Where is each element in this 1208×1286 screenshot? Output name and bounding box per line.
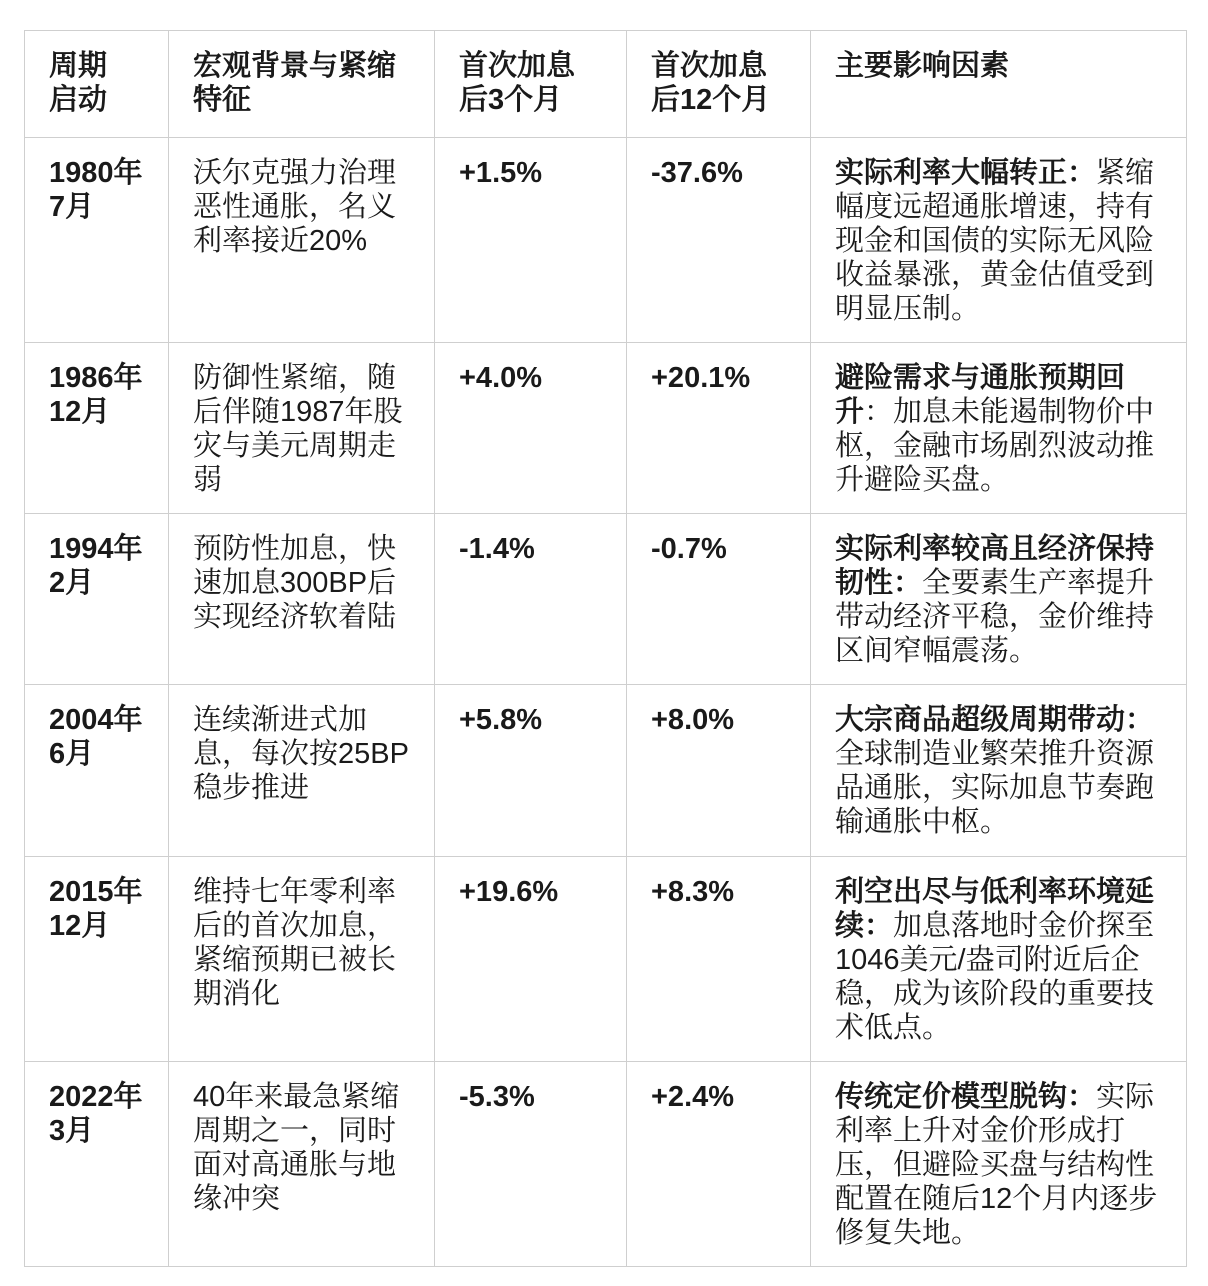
cell-period: 1994年2月 — [25, 514, 169, 685]
cell-factors — [811, 857, 1187, 1062]
cell-3-months: +1.5% — [435, 138, 627, 343]
cell-12-months: +20.1% — [627, 343, 811, 514]
cell-background: 预防性加息，快速加息300BP后实现经济软着陆 — [169, 514, 435, 685]
table-row — [25, 685, 1187, 857]
cell-3-months: +19.6% — [435, 857, 627, 1062]
cell-12-months: +2.4% — [627, 1062, 811, 1267]
cell-factors — [811, 514, 1187, 685]
cell-12-months: +8.0% — [627, 685, 811, 857]
table-header — [25, 31, 1187, 138]
cell-background: 连续渐进式加息，每次按25BP稳步推进 — [169, 685, 435, 857]
cell-period: 2015年12月 — [25, 857, 169, 1062]
cell-3-months: -5.3% — [435, 1062, 627, 1267]
cell-background: 维持七年零利率后的首次加息，紧缩预期已被长期消化 — [169, 857, 435, 1062]
cell-factors — [811, 685, 1187, 857]
factor-text: 紧缩幅度远超通胀增速，持有现金和国债的实际无风险收益暴涨，黄金估值受到明显压制。 — [835, 157, 1155, 325]
cell-factors — [811, 1062, 1187, 1267]
header-period: 周期启动 — [25, 31, 169, 138]
header-background: 宏观背景与紧缩特征 — [169, 31, 435, 138]
cell-12-months: -37.6% — [627, 138, 811, 343]
factor-title: 实际利率较高且经济保持韧性： — [835, 533, 1155, 599]
cell-background: 40年来最急紧缩周期之一，同时面对高通胀与地缘冲突 — [169, 1062, 435, 1267]
factor-title: 大宗商品超级周期带动： — [835, 704, 1155, 736]
header-3-months: 首次加息后3个月 — [435, 31, 627, 138]
header-row — [25, 31, 1187, 138]
table-row — [25, 1062, 1187, 1267]
cell-period: 1986年12月 — [25, 343, 169, 514]
factor-text: 加息落地时金价探至1046美元/盎司附近后企稳，成为该阶段的重要技术低点。 — [835, 910, 1155, 1044]
cell-period: 1980年7月 — [25, 138, 169, 343]
cell-period: 2022年3月 — [25, 1062, 169, 1267]
gold-rate-hike-table — [24, 30, 1187, 1267]
factor-text: 全要素生产率提升带动经济平稳，金价维持区间窄幅震荡。 — [835, 567, 1155, 667]
cell-period: 2004年6月 — [25, 685, 169, 857]
header-factors: 主要影响因素 — [811, 31, 1187, 138]
table-row — [25, 857, 1187, 1062]
cell-12-months: +8.3% — [627, 857, 811, 1062]
factor-title: 利空出尽与低利率环境延续： — [835, 876, 1155, 942]
table-row — [25, 343, 1187, 514]
cell-3-months: +4.0% — [435, 343, 627, 514]
factor-text: ：加息未能遏制物价中枢，金融市场剧烈波动推升避险买盘。 — [835, 396, 1155, 496]
factor-text: 实际利率上升对金价形成打压，但避险买盘与结构性配置在随后12个月内逐步修复失地。 — [835, 1081, 1158, 1249]
cell-12-months: -0.7% — [627, 514, 811, 685]
header-12-months: 首次加息后12个月 — [627, 31, 811, 138]
table-row — [25, 514, 1187, 685]
table-body — [25, 138, 1187, 1267]
cell-factors — [811, 138, 1187, 343]
cell-background: 防御性紧缩，随后伴随1987年股灾与美元周期走弱 — [169, 343, 435, 514]
table-row — [25, 138, 1187, 343]
cell-3-months: -1.4% — [435, 514, 627, 685]
factor-title: 实际利率大幅转正： — [835, 157, 1097, 189]
cell-background: 沃尔克强力治理恶性通胀，名义利率接近20% — [169, 138, 435, 343]
factor-text: 全球制造业繁荣推升资源品通胀，实际加息节奏跑输通胀中枢。 — [835, 738, 1155, 838]
cell-factors — [811, 343, 1187, 514]
factor-title: 传统定价模型脱钩： — [835, 1081, 1097, 1113]
factor-title: 避险需求与通胀预期回升 — [835, 362, 1126, 428]
cell-3-months: +5.8% — [435, 685, 627, 857]
